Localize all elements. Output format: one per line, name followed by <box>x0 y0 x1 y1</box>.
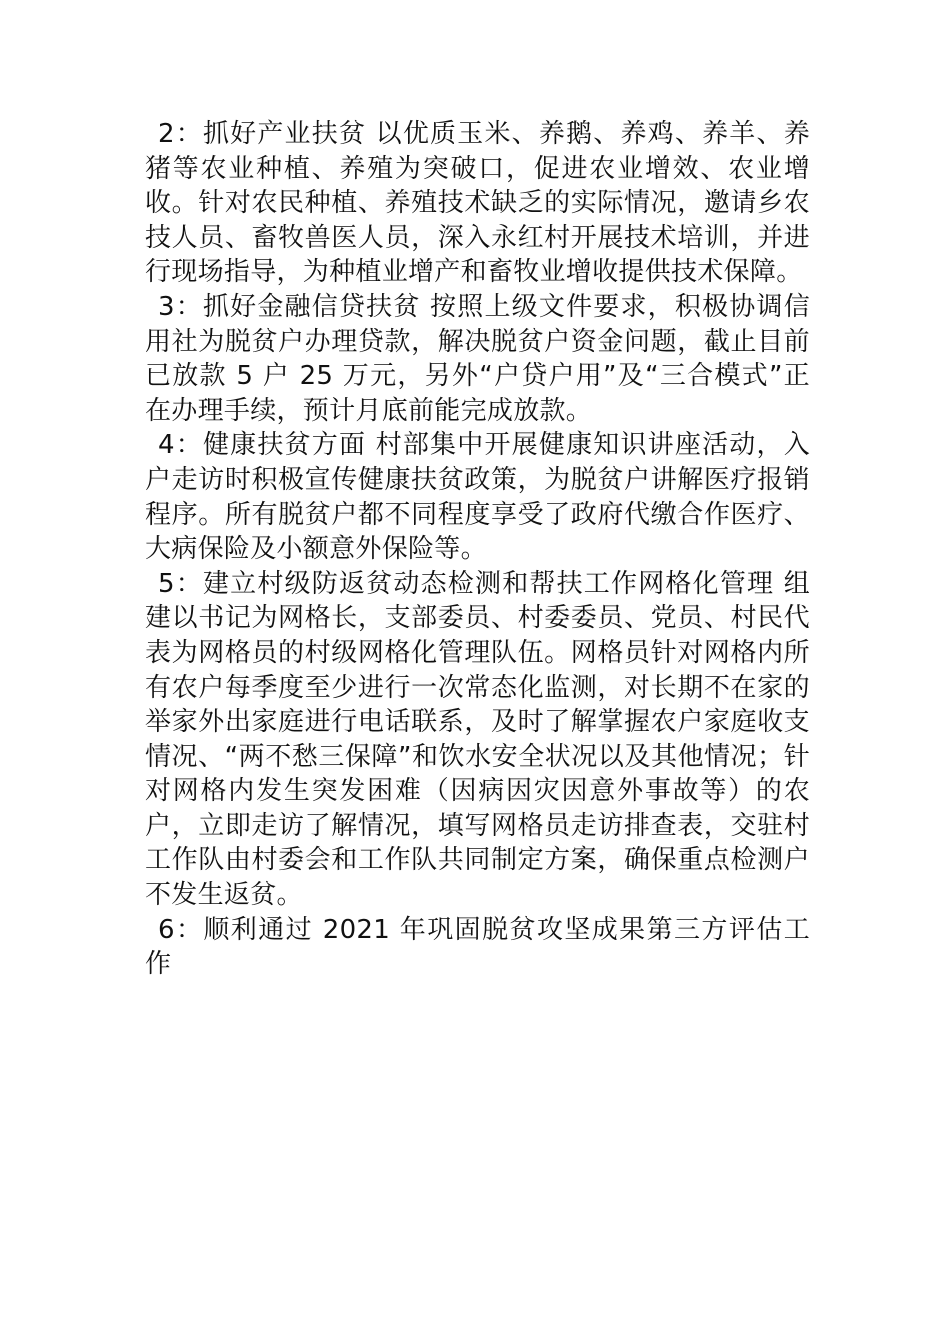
paragraph-financial-credit: 3：抓好金融信贷扶贫 按照上级文件要求，积极协调信用社为脱贫户办理贷款，解决脱贫户资金问题，截止目前已放款 5 户 25 万元，另外“户贷户用”及“三合模式”正在办理手续，预计月底前能完成放款。 <box>145 291 810 426</box>
paragraph-industry-poverty-alleviation: 2：抓好产业扶贫 以优质玉米、养鹅、养鸡、养羊、养猪等农业种植、养殖为突破口，促进农业增效、农业增收。针对农民种植、养殖技术缺乏的实际情况，邀请乡农技人员、畜牧兽医人员，深入永红村开展技术培训，并进行现场指导，为种植业增产和畜牧业增收提供技术保障。 <box>145 119 810 288</box>
document-body <box>145 117 810 982</box>
paragraph-grid-management: 5：建立村级防返贫动态检测和帮扶工作网格化管理 组建以书记为网格长，支部委员、村委委员、党员、村民代表为网格员的村级网格化管理队伍。网格员针对网格内所有农户每季度至少进行一次常态化监测，对长期不在家的举家外出家庭进行电话联系，及时了解掌握农户家庭收支情况、“两不愁三保障”和饮水安全状况以及其他情况；针对网格内发生突发困难（因病因灾因意外事故等）的农户，立即走访了解情况，填写网格员走访排查表，交驻村工作队由村委会和工作队共同制定方案，确保重点检测户不发生返贫。 <box>145 568 810 911</box>
paragraph-health-poverty-alleviation: 4：健康扶贫方面 村部集中开展健康知识讲座活动，入户走访时积极宣传健康扶贫政策，为脱贫户讲解医疗报销程序。所有脱贫户都不同程度享受了政府代缴合作医疗、大病保险及小额意外保险等。 <box>145 430 810 565</box>
paragraph-third-party-evaluation: 6：顺利通过 2021 年巩固脱贫攻坚成果第三方评估工作 <box>145 914 810 980</box>
